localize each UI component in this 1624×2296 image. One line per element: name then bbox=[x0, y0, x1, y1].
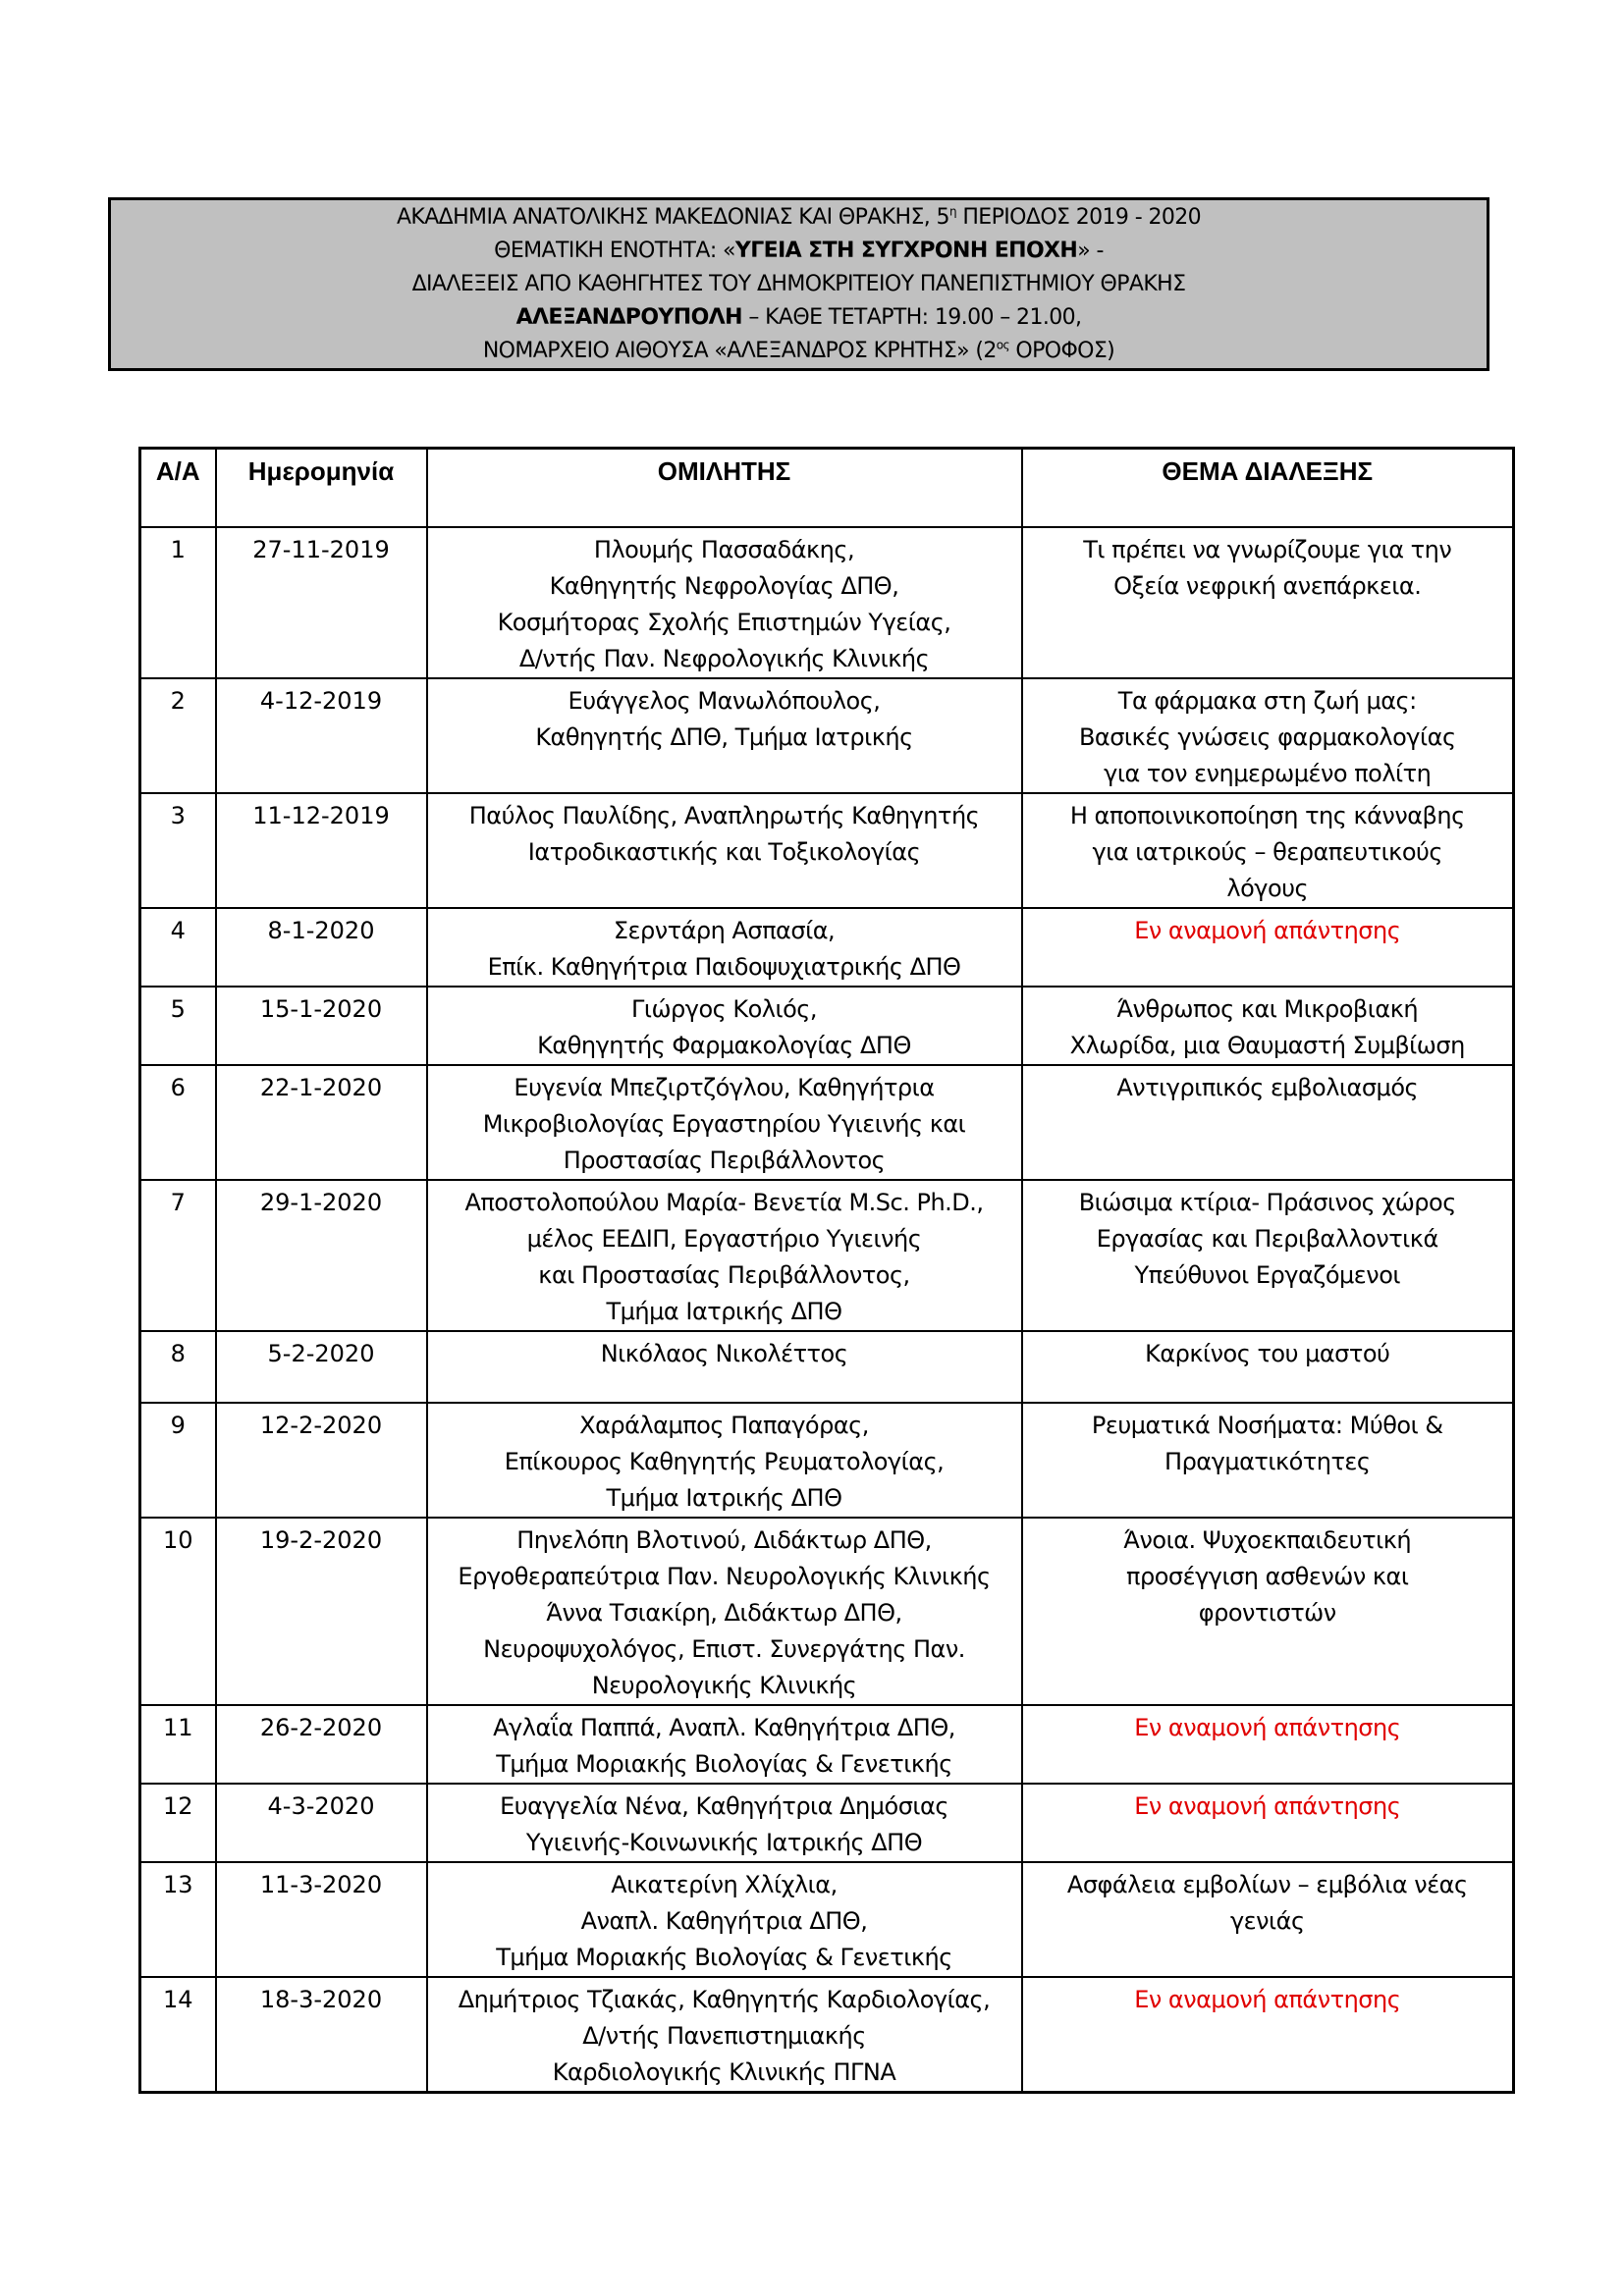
table-row bbox=[140, 678, 1514, 793]
speaker-line: Υγιεινής-Κοινωνικής Ιατρικής ΔΠΘ bbox=[525, 1828, 923, 1856]
pending-status-text: Εν αναμονή απάντησης bbox=[1134, 1985, 1401, 2013]
column-header-topic: ΘΕΜΑ ΔΙΑΛΕΞΗΣ bbox=[1022, 449, 1514, 527]
row-number: 1 bbox=[140, 527, 216, 678]
speaker-line: Καθηγητής ΔΠΘ, Τμήμα Ιατρικής bbox=[535, 722, 913, 751]
speaker-line: Σερντάρη Ασπασία, bbox=[613, 916, 836, 944]
table-row bbox=[140, 1180, 1514, 1331]
pending-status-text: Εν αναμονή απάντησης bbox=[1134, 916, 1401, 944]
table-row bbox=[140, 1331, 1514, 1403]
topic-line: Άνθρωπος και Μικροβιακή bbox=[1116, 994, 1419, 1023]
speaker-cell bbox=[427, 908, 1022, 987]
row-number: 13 bbox=[140, 1862, 216, 1977]
table-row bbox=[140, 1065, 1514, 1180]
speaker-line: Μικροβιολογίας Εργαστηρίου Υγιεινής και bbox=[482, 1109, 966, 1138]
speaker-cell bbox=[427, 1180, 1022, 1331]
row-number: 12 bbox=[140, 1784, 216, 1862]
topic-line: Ρευματικά Νοσήματα: Μύθοι & bbox=[1091, 1411, 1443, 1439]
speaker-line: μέλος ΕΕΔΙΠ, Εργαστήριο Υγιεινής bbox=[526, 1224, 922, 1253]
topic-line: Χλωρίδα, μια Θαυμαστή Συμβίωση bbox=[1069, 1031, 1465, 1059]
speaker-line: Πλουμής Πασσαδάκης, bbox=[593, 535, 855, 563]
row-number: 2 bbox=[140, 678, 216, 793]
row-number: 5 bbox=[140, 987, 216, 1065]
speaker-cell bbox=[427, 1977, 1022, 2093]
header-line-1: ΑΚΑΔΗΜΙΑ ΑΝΑΤΟΛΙΚΗΣ ΜΑΚΕΔΟΝΙΑΣ ΚΑΙ ΘΡΑΚΗΣ, $5^\eta$ ΠΕΡΙΟΔΟΣ 2019 - 2020 bbox=[396, 204, 1202, 230]
speaker-line: Προστασίας Περιβάλλοντος bbox=[563, 1146, 886, 1174]
speaker-line: Καθηγητής Νεφρολογίας ΔΠΘ, bbox=[549, 571, 899, 600]
speaker-line: Ιατροδικαστικής και Τοξικολογίας bbox=[527, 837, 921, 866]
speaker-line: Νευροψυχολόγος, Επιστ. Συνεργάτης Παν. bbox=[483, 1634, 965, 1663]
topic-cell bbox=[1022, 1065, 1514, 1180]
lecture-date: 5-2-2020 bbox=[216, 1331, 427, 1403]
city-name: ΑΛΕΞΑΝΔΡΟΥΠΟΛΗ bbox=[515, 304, 742, 330]
topic-line: Αντιγριπικός εμβολιασμός bbox=[1116, 1073, 1419, 1101]
speaker-cell bbox=[427, 527, 1022, 678]
table-row bbox=[140, 987, 1514, 1065]
topic-cell bbox=[1022, 1862, 1514, 1977]
speaker-line: Αναπλ. Καθηγήτρια ΔΠΘ, bbox=[580, 1906, 868, 1935]
lecture-date: 11-12-2019 bbox=[216, 793, 427, 908]
lecture-date: 29-1-2020 bbox=[216, 1180, 427, 1331]
lecture-date: 4-12-2019 bbox=[216, 678, 427, 793]
speaker-cell bbox=[427, 1065, 1022, 1180]
speaker-line: Επίκ. Καθηγήτρια Παιδοψυχιατρικής ΔΠΘ bbox=[487, 952, 961, 981]
speaker-cell bbox=[427, 1862, 1022, 1977]
speaker-line: Ευάγγελος Μανωλόπουλος, bbox=[568, 686, 881, 715]
speaker-line: Άννα Τσιακίρη, Διδάκτωρ ΔΠΘ, bbox=[546, 1598, 902, 1627]
speaker-cell bbox=[427, 678, 1022, 793]
speaker-line: Νικόλαος Νικολέττος bbox=[600, 1339, 848, 1367]
lecture-date: 12-2-2020 bbox=[216, 1403, 427, 1518]
topic-pending-cell bbox=[1022, 908, 1514, 987]
topic-line: Καρκίνος του μαστού bbox=[1145, 1339, 1390, 1367]
lecture-date: 19-2-2020 bbox=[216, 1518, 427, 1705]
topic-line: Η αποποινικοποίηση της κάνναβης bbox=[1069, 801, 1465, 829]
speaker-line: Τμήμα Ιατρικής ΔΠΘ bbox=[606, 1483, 842, 1512]
topic-line: γενιάς bbox=[1229, 1906, 1305, 1935]
theme-title: ΥΓΕΙΑ ΣΤΗ ΣΥΓΧΡΟΝΗ ΕΠΟΧΗ bbox=[734, 238, 1078, 263]
topic-line: Οξεία νεφρική ανεπάρκεια. bbox=[1113, 571, 1422, 600]
topic-line: για ιατρικούς – θεραπευτικούς bbox=[1092, 837, 1442, 866]
topic-cell bbox=[1022, 1518, 1514, 1705]
topic-pending-cell bbox=[1022, 1705, 1514, 1784]
speaker-line: Δ/ντής Παν. Νεφρολογικής Κλινικής bbox=[518, 644, 930, 672]
topic-cell bbox=[1022, 1331, 1514, 1403]
speaker-line: Νευρολογικής Κλινικής bbox=[591, 1671, 857, 1699]
speaker-line: Αποστολοπούλου Μαρία- Βενετία M.Sc. Ph.D., bbox=[464, 1188, 984, 1216]
table-row bbox=[140, 908, 1514, 987]
row-number: 10 bbox=[140, 1518, 216, 1705]
table-row bbox=[140, 1518, 1514, 1705]
lecture-date: 8-1-2020 bbox=[216, 908, 427, 987]
speaker-cell bbox=[427, 987, 1022, 1065]
table-row bbox=[140, 1784, 1514, 1862]
pending-status-text: Εν αναμονή απάντησης bbox=[1134, 1791, 1401, 1820]
speaker-line: Κοσμήτορας Σχολής Επιστημών Υγείας, bbox=[497, 608, 951, 636]
speaker-line: Επίκουρος Καθηγητής Ρευματολογίας, bbox=[504, 1447, 945, 1475]
header-line-3: ΔΙΑΛΕΞΕΙΣ ΑΠΟ ΚΑΘΗΓΗΤΕΣ ΤΟΥ ΔΗΜΟΚΡΙΤΕΙΟΥ ΠΑΝΕΠΙΣΤΗΜΙΟΥ ΘΡΑΚΗΣ bbox=[411, 271, 1186, 296]
topic-cell bbox=[1022, 793, 1514, 908]
topic-line: Υπεύθυνοι Εργαζόμενοι bbox=[1134, 1260, 1400, 1289]
topic-line: Βασικές γνώσεις φαρμακολογίας bbox=[1078, 722, 1456, 751]
topic-line: λόγους bbox=[1226, 874, 1309, 902]
speaker-line: Τμήμα Ιατρικής ΔΠΘ bbox=[606, 1297, 842, 1325]
speaker-cell bbox=[427, 1518, 1022, 1705]
topic-line: Άνοια. Ψυχοεκπαιδευτική bbox=[1123, 1525, 1412, 1554]
table-row bbox=[140, 1977, 1514, 2093]
row-number: 11 bbox=[140, 1705, 216, 1784]
topic-line: για τον ενημερωμένο πολίτη bbox=[1104, 759, 1432, 787]
column-header-speaker: ΟΜΙΛΗΤΗΣ bbox=[427, 449, 1022, 527]
speaker-line: Τμήμα Μοριακής Βιολογίας & Γενετικής bbox=[496, 1749, 952, 1778]
row-number: 3 bbox=[140, 793, 216, 908]
topic-pending-cell bbox=[1022, 1977, 1514, 2093]
speaker-line: Καρδιολογικής Κλινικής ΠΓΝΑ bbox=[552, 2057, 896, 2086]
table-row bbox=[140, 793, 1514, 908]
lecture-schedule-table bbox=[138, 447, 1515, 2094]
speaker-cell bbox=[427, 1403, 1022, 1518]
speaker-line: Πηνελόπη Βλοτινού, Διδάκτωρ ΔΠΘ, bbox=[516, 1525, 932, 1554]
speaker-line: Παύλος Παυλίδης, Αναπληρωτής Καθηγητής bbox=[468, 801, 980, 829]
speaker-line: Καθηγητής Φαρμακολογίας ΔΠΘ bbox=[537, 1031, 911, 1059]
topic-cell bbox=[1022, 1180, 1514, 1331]
speaker-line: Γιώργος Κολιός, bbox=[630, 994, 818, 1023]
table-body bbox=[140, 527, 1514, 2093]
table-row bbox=[140, 1403, 1514, 1518]
speaker-line: Ευαγγελία Νένα, Καθηγήτρια Δημόσιας bbox=[500, 1791, 948, 1820]
speaker-line: Δ/ντής Πανεπιστημιακής bbox=[582, 2021, 866, 2050]
topic-cell bbox=[1022, 987, 1514, 1065]
topic-line: Ασφάλεια εμβολίων – εμβόλια νέας bbox=[1066, 1870, 1468, 1898]
topic-cell bbox=[1022, 678, 1514, 793]
announcement-header bbox=[108, 197, 1489, 371]
speaker-line: Ευγενία Μπεζιρτζόγλου, Καθηγήτρια bbox=[514, 1073, 935, 1101]
header-line-2: ΘΕΜΑΤΙΚΗ ΕΝΟΤΗΤΑ: «ΥΓΕΙΑ ΣΤΗ ΣΥΓΧΡΟΝΗ ΕΠΟΧΗ» - bbox=[494, 238, 1104, 263]
table-row bbox=[140, 1862, 1514, 1977]
topic-line: φροντιστών bbox=[1198, 1598, 1336, 1627]
speaker-line: Αικατερίνη Χλίχλια, bbox=[611, 1870, 838, 1898]
speaker-cell bbox=[427, 1705, 1022, 1784]
speaker-cell bbox=[427, 1331, 1022, 1403]
speaker-line: Τμήμα Μοριακής Βιολογίας & Γενετικής bbox=[496, 1943, 952, 1971]
lecture-date: 26-2-2020 bbox=[216, 1705, 427, 1784]
row-number: 8 bbox=[140, 1331, 216, 1403]
speaker-line: Εργοθεραπεύτρια Παν. Νευρολογικής Κλινικής bbox=[458, 1562, 991, 1590]
topic-cell bbox=[1022, 1403, 1514, 1518]
row-number: 4 bbox=[140, 908, 216, 987]
table-row bbox=[140, 1705, 1514, 1784]
speaker-line: Δημήτριος Τζιακάς, Καθηγητής Καρδιολογίας, bbox=[458, 1985, 991, 2013]
speaker-cell bbox=[427, 793, 1022, 908]
row-number: 7 bbox=[140, 1180, 216, 1331]
lecture-date: 27-11-2019 bbox=[216, 527, 427, 678]
lecture-date: 18-3-2020 bbox=[216, 1977, 427, 2093]
topic-pending-cell bbox=[1022, 1784, 1514, 1862]
topic-line: Βιώσιμα κτίρια- Πράσινος χώρος bbox=[1078, 1188, 1456, 1216]
topic-line: Πραγματικότητες bbox=[1164, 1447, 1371, 1475]
speaker-line: και Προστασίας Περιβάλλοντος, bbox=[538, 1260, 910, 1289]
speaker-line: Αγλαΐα Παππά, Αναπλ. Καθηγήτρια ΔΠΘ, bbox=[493, 1713, 955, 1741]
topic-cell bbox=[1022, 527, 1514, 678]
row-number: 9 bbox=[140, 1403, 216, 1518]
table-header-row bbox=[140, 449, 1514, 527]
row-number: 14 bbox=[140, 1977, 216, 2093]
topic-line: Τα φάρμακα στη ζωή μας: bbox=[1117, 686, 1417, 715]
table-row bbox=[140, 527, 1514, 678]
header-line-5: ΝΟΜΑΡΧΕΙΟ ΑΙΘΟΥΣΑ «ΑΛΕΞΑΝΔΡΟΣ ΚΡΗΤΗΣ» ($2^{o\varsigma}$ ΟΡΟΦΟΣ) bbox=[482, 338, 1115, 363]
lecture-date: 4-3-2020 bbox=[216, 1784, 427, 1862]
lecture-date: 22-1-2020 bbox=[216, 1065, 427, 1180]
topic-line: Εργασίας και Περιβαλλοντικά bbox=[1096, 1224, 1438, 1253]
topic-line: προσέγγιση ασθενών και bbox=[1126, 1562, 1409, 1590]
speaker-cell bbox=[427, 1784, 1022, 1862]
pending-status-text: Εν αναμονή απάντησης bbox=[1134, 1713, 1401, 1741]
header-line-4: ΑΛΕΞΑΝΔΡΟΥΠΟΛΗ – ΚΑΘΕ ΤΕΤΑΡΤΗ: 19.00 – 21.00, bbox=[515, 304, 1082, 330]
lecture-date: 15-1-2020 bbox=[216, 987, 427, 1065]
row-number: 6 bbox=[140, 1065, 216, 1180]
topic-line: Τι πρέπει να γνωρίζουμε για την bbox=[1083, 535, 1452, 563]
speaker-line: Χαράλαμπος Παπαγόρας, bbox=[579, 1411, 869, 1439]
lecture-date: 11-3-2020 bbox=[216, 1862, 427, 1977]
column-header-date: Ημερομηνία bbox=[216, 449, 427, 527]
column-header-number: Α/Α bbox=[140, 449, 216, 527]
